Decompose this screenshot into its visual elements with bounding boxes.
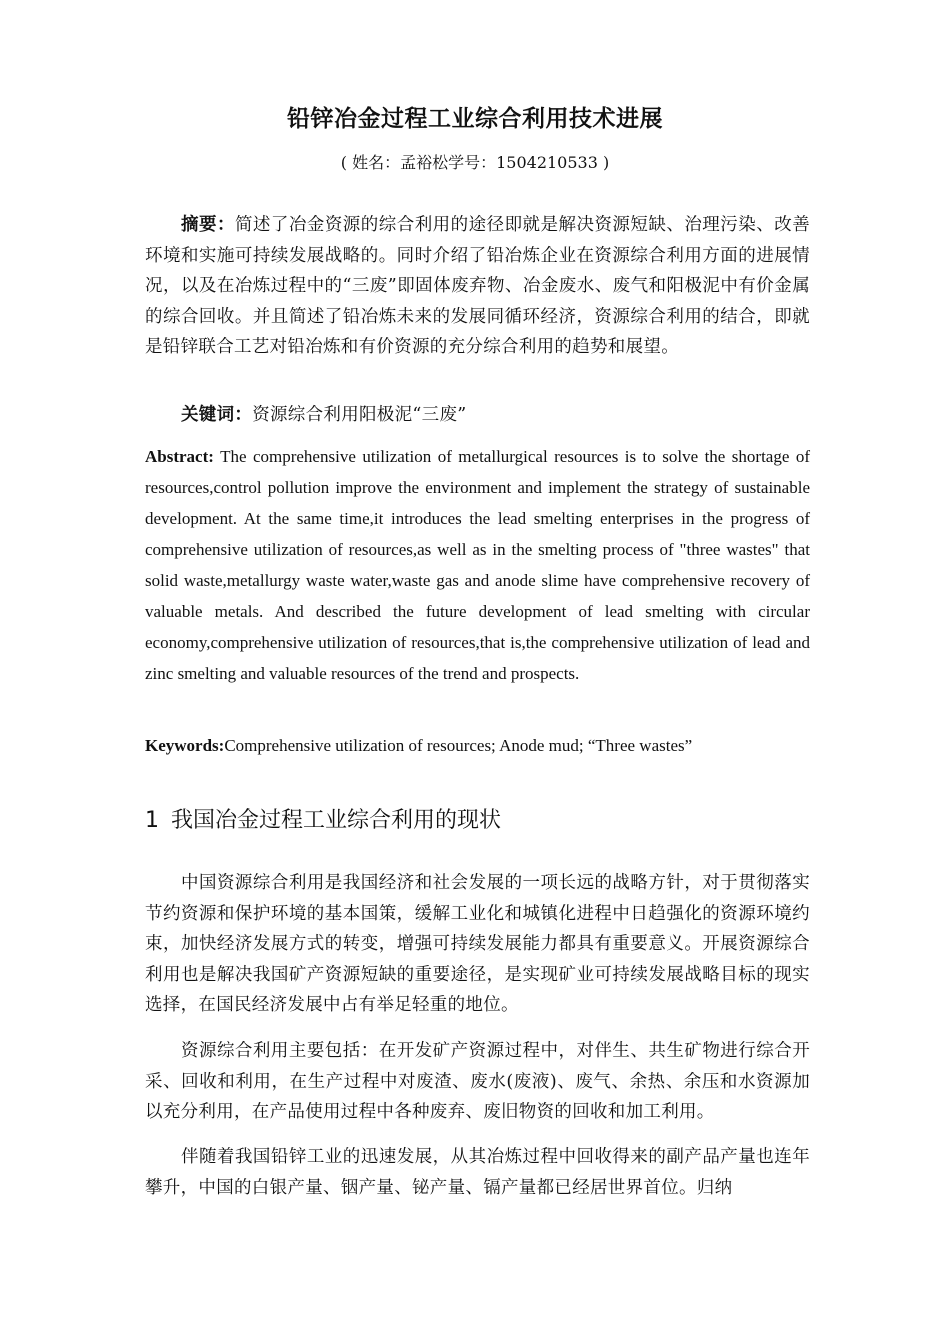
section-1-paragraph-1: 中国资源综合利用是我国经济和社会发展的一项长远的战略方针，对于贯彻落实节约资源和保护环境的基本国策，缓解工业化和城镇化进程中日趋强化的资源环境约束，加快经济发展方式的转变，增强可持续发展能力都具有重要意义。开展资源综合利用也是解决我国矿产资源短缺的重要途径，是实现矿业可持续发展战略目标的现实选择，在国民经济发展中占有举足轻重的地位。 (145, 873, 810, 1015)
section-1-heading (145, 803, 501, 834)
section-1-paragraph-2: 资源综合利用主要包括：在开发矿产资源过程中，对伴生、共生矿物进行综合开采、回收和利用，在生产过程中对废渣、废水(废液)、废气、余热、余压和水资源加以充分利用，在产品使用过程中各种废弃、废旧物资的回收和加工利用。 (145, 1041, 810, 1122)
keywords-en-text: Comprehensive utilization of resources; Anode mud; “Three wastes” (224, 736, 693, 755)
section-1-paragraph-3: 伴随着我国铅锌工业的迅速发展，从其冶炼过程中回收得来的副产品产量也连年攀升，中国的白银产量、铟产量、铋产量、镉产量都已经居世界首位。归纳 (145, 1147, 810, 1198)
abstract-cn-text: 简述了冶金资源的综合利用的途径即就是解决资源短缺、治理污染、改善环境和实施可持续发展战略的。同时介绍了铅冶炼企业在资源综合利用方面的进展情况，以及在冶炼过程中的“三废”即固体废弃物、冶金废水、废气和阳极泥中有价金属的综合回收。并且简述了铅冶炼未来的发展同循环经济，资源综合利用的结合，即就是铅锌联合工艺对铅冶炼和有价资源的充分综合利用的趋势和展望。 (145, 215, 810, 357)
abstract-cn-label: 摘要： (181, 215, 235, 235)
abstract-cn (145, 210, 810, 363)
keywords-cn (145, 400, 810, 431)
keywords-en (145, 730, 810, 761)
keywords-cn-label: 关键词： (181, 405, 253, 425)
section-number: 1 (145, 808, 159, 833)
keywords-en-label: Keywords: (145, 736, 225, 755)
keywords-cn-text: 资源综合利用阳极泥“三废” (252, 405, 467, 425)
paper-title: 铅锌冶金过程工业综合利用技术进展 (287, 106, 663, 132)
author-byline: ( 姓名：孟裕松学号：1504210533 ) (340, 153, 610, 172)
section-title: 我国冶金过程工业综合利用的现状 (171, 808, 502, 833)
abstract-en-text: The comprehensive utilization of metallurgical resources is to solve the shortage of resources,control pollution improve the environment and implement the strategy of sustainable development. At the same time,it introduces the lead smelting enterprises in the progress of comprehensive utilization of resources,as well as in the smelting process of "three wastes" that solid waste,metallurgy waste water,waste gas and anode slime have comprehensive recovery of valuable metals. And described the future development of lead smelting with circular economy,comprehensive utilization of resources,that is,the comprehensive utilization of lead and zinc smelting and valuable resources of the trend and prospects. (145, 447, 810, 683)
abstract-en (145, 441, 810, 689)
abstract-en-label: Abstract: (145, 447, 214, 466)
